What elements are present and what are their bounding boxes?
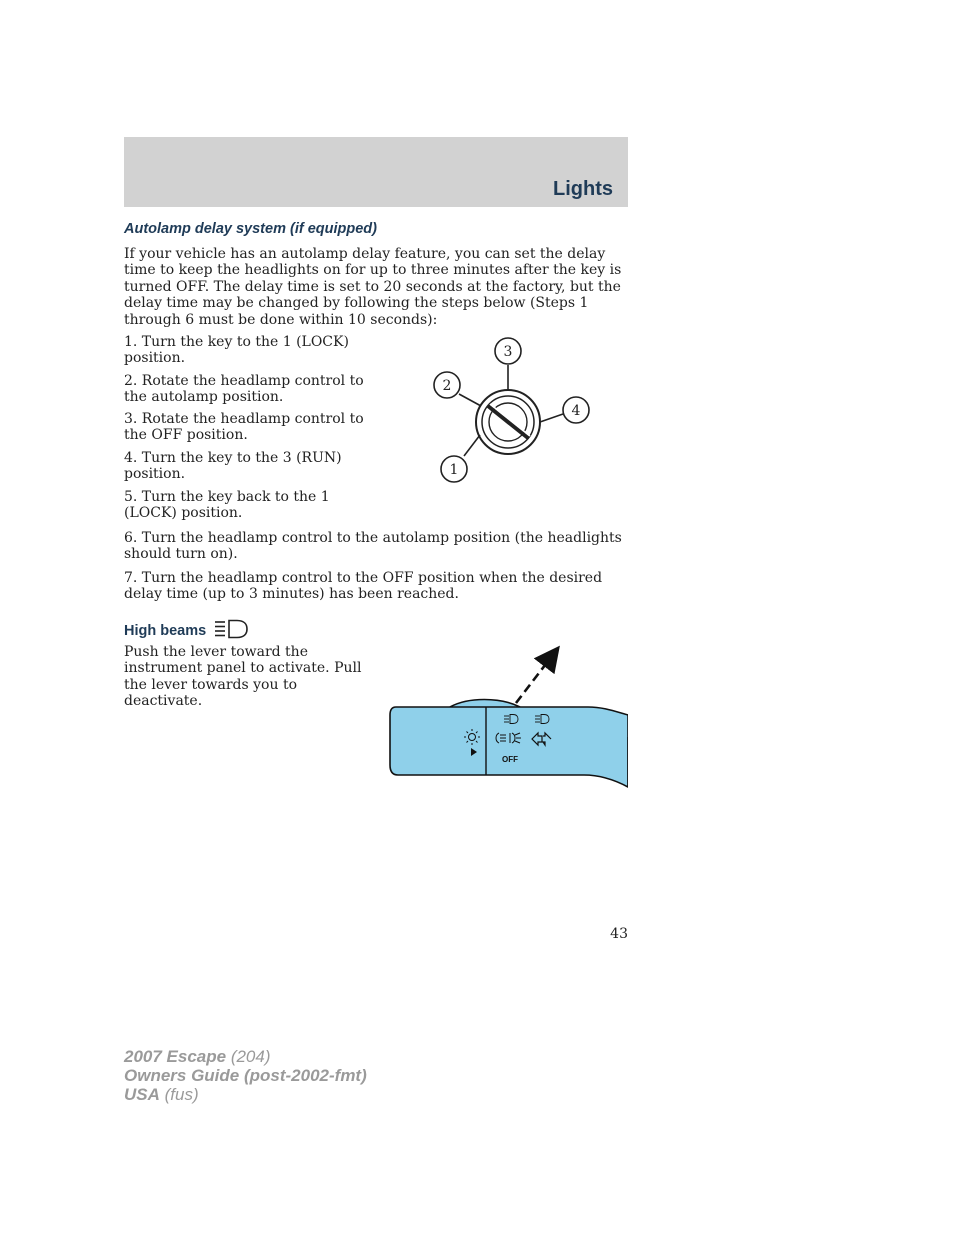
footer-guide-name: Owners Guide (post-2002-fmt) bbox=[124, 1066, 367, 1085]
footer-line-2 bbox=[124, 1066, 367, 1085]
footer-line-3 bbox=[124, 1085, 367, 1104]
high-beams-body: Push the lever toward the instrument panel to activate. Pull the lever towards you to deactivate. bbox=[124, 644, 362, 710]
autolamp-heading: Autolamp delay system (if equipped) bbox=[124, 221, 377, 237]
push-direction-arrow bbox=[516, 656, 552, 703]
ignition-label-2: 2 bbox=[442, 378, 452, 394]
footer-model-code: (204) bbox=[226, 1047, 271, 1066]
multifunction-lever-diagram bbox=[388, 645, 628, 795]
step-5: 5. Turn the key back to the 1 (LOCK) position. bbox=[124, 489, 330, 522]
step-6: 6. Turn the headlamp control to the autolamp position (the headlights should turn on). bbox=[124, 530, 622, 563]
step-1: 1. Turn the key to the 1 (LOCK) position. bbox=[124, 334, 349, 367]
footer-market-code: (fus) bbox=[159, 1085, 199, 1104]
ignition-switch-diagram bbox=[420, 330, 600, 490]
step-3: 3. Rotate the headlamp control to the OFF position. bbox=[124, 411, 364, 444]
page-number: 43 bbox=[610, 926, 628, 942]
step-2: 2. Rotate the headlamp control to the autolamp position. bbox=[124, 373, 364, 406]
step-4: 4. Turn the key to the 3 (RUN) position. bbox=[124, 450, 342, 483]
ignition-label-3: 3 bbox=[503, 344, 513, 360]
footer-model: 2007 Escape bbox=[124, 1047, 227, 1066]
ignition-label-1: 1 bbox=[449, 462, 459, 478]
footer-line-1 bbox=[124, 1047, 367, 1066]
high-beams-heading bbox=[124, 619, 250, 639]
section-header-band bbox=[124, 137, 628, 207]
section-title: Lights bbox=[553, 178, 613, 200]
high-beam-icon bbox=[214, 619, 250, 639]
step-7: 7. Turn the headlamp control to the OFF position when the desired delay time (up to 3 minutes) has been reached. bbox=[124, 570, 603, 603]
high-beams-heading-text: High beams bbox=[124, 623, 207, 639]
lever-off-label: OFF bbox=[502, 755, 518, 764]
autolamp-intro: If your vehicle has an autolamp delay feature, you can set the delay time to keep the headlights on for up to three minutes after the key is turned OFF. The delay time is set to 20 seconds at the factory, but the delay time may be changed by following the steps below (Steps 1 through 6 must be done within 10 seconds): bbox=[124, 246, 622, 328]
ignition-label-4: 4 bbox=[571, 403, 581, 419]
footer-doc-info bbox=[124, 1047, 367, 1104]
footer-market: USA bbox=[124, 1085, 160, 1104]
